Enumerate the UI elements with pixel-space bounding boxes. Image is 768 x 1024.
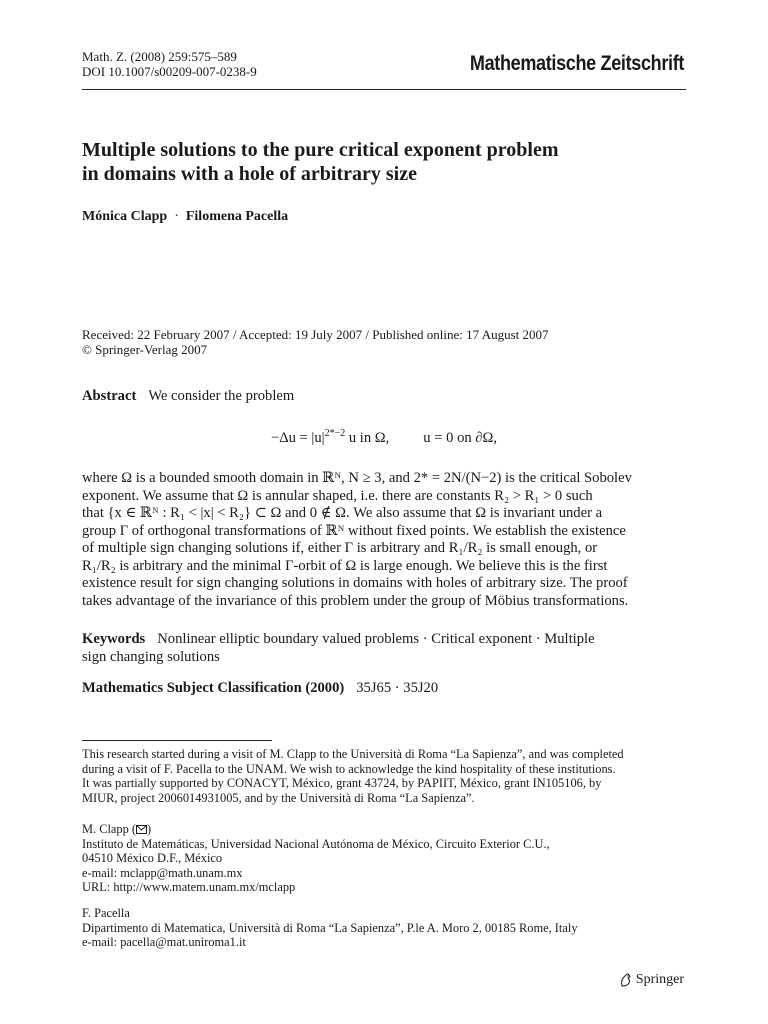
footnote-line: during a visit of F. Pacella to the UNAM. We wish to acknowledge the kind hospitality of these institutions. [82, 761, 616, 776]
journal-name: Mathematische Zeitschrift [469, 52, 684, 75]
abstract-line: existence result for sign changing solutions in domains with holes of arbitrary size. The proof [82, 575, 628, 591]
keywords-text: Nonlinear elliptic boundary valued problems · Critical exponent · Multiple [157, 631, 595, 647]
abstract-line: of multiple sign changing solutions if, either Γ is arbitrary and R₁/R₂ is small enough, or [82, 540, 598, 556]
header-rule [82, 89, 686, 90]
abstract-line: where Ω is a bounded smooth domain in ℝᴺ, N ≥ 3, and 2* = 2N/(N−2) is the critical Sobolev [82, 470, 632, 486]
citation-line: Math. Z. (2008) 259:575–589 [82, 49, 237, 64]
author-address-clapp: M. Clapp ( ) Instituto de Matemáticas, Universidad Nacional Autónoma de México, Circuito Exterior C.U., 04510 México D.F., México e-mail: mclapp@math.unam.mx URL: http://www.matem.unam.mx/mclapp [82, 822, 692, 895]
url-link[interactable]: URL: http://www.matem.unam.mx/mclapp [82, 880, 296, 894]
citation-block [82, 49, 257, 79]
abstract-line: exponent. We assume that Ω is annular shaped, i.e. there are constants R₂ > R₁ > 0 such [82, 487, 593, 504]
copyright-line: © Springer-Verlag 2007 [82, 342, 208, 357]
address-line: Instituto de Matemáticas, Universidad Nacional Autónoma de México, Circuito Exterior C.U., [82, 836, 550, 851]
title-line: in domains with a hole of arbitrary size [82, 163, 417, 185]
author-address-name: M. Clapp ( [82, 822, 137, 836]
abstract-intro-text: We consider the problem [148, 388, 295, 404]
msc-label: Mathematics Subject Classification (2000) [82, 680, 345, 696]
abstract-line: R₁/R₂ is arbitrary and the minimal Γ-orbit of Ω is large enough. We believe this is the first [82, 557, 608, 574]
abstract-line: that {x ∈ ℝᴺ : R₁ < |x| < R₂} ⊂ Ω and 0 ∉ Ω. We also assume that Ω is invariant under a [82, 505, 603, 521]
footnote-line: This research started during a visit of M. Clapp to the Università di Roma “La Sapienza”, and was completed [82, 747, 624, 761]
equation-left: −Δu = |u| [270, 429, 325, 446]
keywords-section [82, 631, 686, 666]
author-name: Mónica Clapp [82, 209, 168, 224]
author-address-name: F. Pacella [82, 906, 130, 920]
msc-section [82, 680, 686, 698]
address-line: Dipartimento di Matematica, Università di Roma “La Sapienza”, P.le A. Moro 2, 00185 Rome, Italy [82, 920, 578, 935]
footnote-line: MIUR, project 2006014931005, and by the Università di Roma “La Sapienza”. [82, 790, 475, 805]
dates-line: Received: 22 February 2007 / Accepted: 19 July 2007 / Published online: 17 August 2007 [82, 327, 549, 342]
keywords-label: Keywords [82, 631, 146, 647]
author-separator: · [174, 209, 179, 224]
msc-value: 35J65 · 35J20 [356, 680, 439, 696]
doi-line: DOI 10.1007/s00209-007-0238-9 [82, 64, 257, 79]
abstract-line: group Γ of orthogonal transformations of ℝᴺ without fixed points. We establish the existence [82, 522, 626, 539]
springer-horse-icon [619, 973, 632, 987]
address-line: 04510 México D.F., México [82, 851, 223, 865]
abstract-intro [82, 388, 686, 406]
article-title [82, 138, 692, 186]
equation-mid: u in Ω, [345, 429, 390, 446]
equation-right: u = 0 on ∂Ω, [423, 429, 498, 446]
email-link[interactable]: e-mail: mclapp@math.unam.mx [82, 865, 243, 880]
author-name: Filomena Pacella [185, 209, 289, 224]
publisher-name: Springer [635, 972, 684, 987]
envelope-icon [136, 825, 147, 834]
equation-exponent: 2*−2 [324, 428, 346, 439]
email-link[interactable]: e-mail: pacella@mat.uniroma1.it [82, 935, 246, 949]
author-address-pacella [82, 906, 692, 950]
abstract-body [82, 470, 686, 610]
title-line: Multiple solutions to the pure critical exponent problem [82, 139, 559, 161]
author-list [82, 209, 288, 225]
footnote-line: It was partially supported by CONACYT, México, grant 43724, by PAPIIT, México, grant IN105106, by [82, 776, 602, 790]
publication-dates [82, 327, 692, 357]
display-equation [0, 428, 768, 447]
funding-footnote [82, 747, 692, 805]
footnote-rule [82, 740, 272, 741]
publisher-logo [619, 972, 684, 988]
keywords-text: sign changing solutions [82, 648, 220, 665]
abstract-line: takes advantage of the invariance of this problem under the group of Möbius transformations. [82, 592, 629, 609]
abstract-label: Abstract [82, 388, 137, 404]
